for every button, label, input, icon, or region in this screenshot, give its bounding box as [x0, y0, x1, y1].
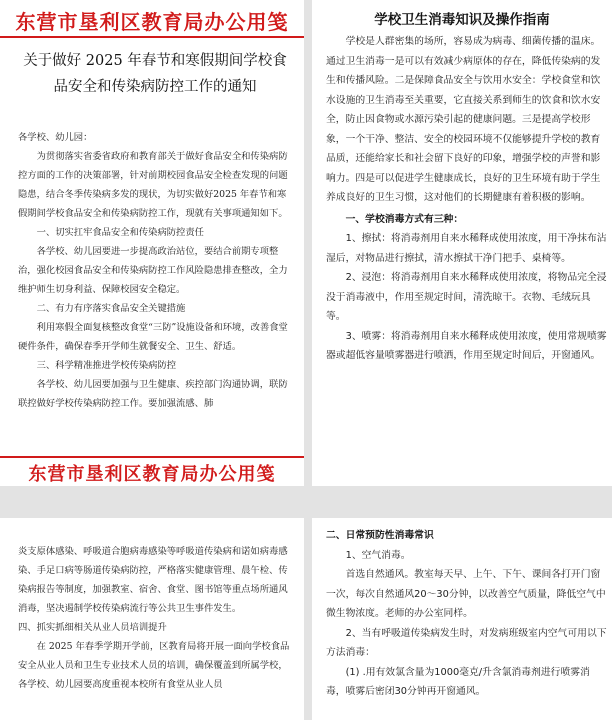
- method-wipe: 1、擦拭：将消毒剂用自来水稀释成使用浓度，用干净抹布沾湿后，对物品进行擦拭，清水擦拭干净门把手、桌椅等。: [326, 233, 607, 264]
- notice-body: [18, 128, 294, 413]
- guide-title: 学校卫生消毒知识及操作指南: [374, 12, 550, 28]
- method-spray: 3、喷雾：将消毒剂用自来水稀释成使用浓度，使用常规喷雾器或超低容量喷雾器进行喷洒，作用至规定时间后，开窗通风。: [326, 330, 607, 361]
- notice-intro: 为贯彻落实省委省政府和教育部关于做好食品安全和传染病防控方面的工作的决策部署，针对前期校园食品安全检查发现的问题隐患，结合冬季传染病多发的现状，为切实做好2025 年春节和寒假期间学校食品安全和传染病防控工作，现就有关事项通知如下。: [18, 151, 288, 219]
- daily-prevention-body: [326, 526, 608, 702]
- respiratory-outbreak-text: 2、当有呼吸道传染病发生时，对发病班级室内空气可用以下方法消毒：: [326, 627, 607, 658]
- section-2-body: 利用寒假全面复核整改食堂“三防”设施设备和环境，改善食堂硬件条件，确保春季开学师生就餐安全、卫生、舒适。: [18, 322, 288, 352]
- letterfoot-red-rule: [0, 456, 304, 458]
- section-3-body: 各学校、幼儿园要加强与卫生健康、疾控部门沟通协调，联防联控做好学校传染病防控工作。要加强流感、肺: [18, 379, 288, 409]
- letterhead-red-rule: [0, 36, 304, 38]
- section-4-body: 在 2025 年春季学期开学前，区教育局将开展一面向学校食品安全从业人员和卫生专业技术人员的培训，确保覆盖到所属学校，各学校、幼儿园要高度重视本校所有食堂从业人员: [18, 641, 290, 690]
- guide-page: [312, 0, 612, 486]
- section-4-heading: 四、抓实抓细相关从业人员培训提升: [18, 622, 167, 633]
- air-disinfection-body: 首选自然通风。教室每天早、上午、下午、课间各打开门窗一次，每次自然通风20～30分钟，以改善空气质量，降低空气中微生物浓度。老师的办公室同样。: [326, 569, 606, 619]
- notice-title: 关于做好 2025 年春节和寒假期间学校食品安全和传染病防控工作的通知: [23, 53, 287, 95]
- letterfoot: 东营市垦利区教育局办公用笺: [28, 464, 276, 485]
- air-disinfection-heading: 1、空气消毒。: [345, 549, 411, 561]
- notice-page: [0, 0, 304, 486]
- methods-heading: 一、学校消毒方式有三种：: [345, 213, 464, 225]
- guide-body: [326, 32, 608, 366]
- panel-divider-horizontal: [0, 486, 612, 518]
- notice-continued-body: [18, 542, 294, 694]
- notice-continued-page: [0, 518, 304, 720]
- daily-prevention-page: [312, 518, 612, 720]
- section-2-heading: 二、有力有序落实食品安全关键措施: [36, 303, 186, 314]
- letterhead: 东营市垦利区教育局办公用笺: [15, 10, 289, 34]
- daily-heading: 二、日常预防性消毒常识: [326, 530, 434, 541]
- section-1-body: 各学校、幼儿园要进一步提高政治站位，要结合前期专项整治，强化校园食品安全和传染病防控工作风险隐患排查整改，全力维护师生切身利益、保障校园安全稳定。: [18, 246, 288, 295]
- section-3-heading: 三、科学精准推进学校传染病防控: [36, 360, 177, 371]
- notice-continued-paragraph: 炎支原体感染、呼吸道合胞病毒感染等呼吸道传染病和诺如病毒感染、手足口病等肠道传染病防控，严格落实健康管理、晨午检、传染病报告等制度，加强教室、宿舍、食堂、图书馆等重点场所通风消毒，坚决遏制学校传染病流行等公共卫生事件发生。: [18, 546, 288, 614]
- panel-divider-vertical: [304, 0, 312, 720]
- spray-method-1: (1) .用有效氯含量为1000毫克/升含氯消毒剂进行喷雾消毒，喷雾后密闭30分钟再开窗通风。: [326, 666, 590, 697]
- section-1-heading: 一、切实扛牢食品安全和传染病防控责任: [36, 227, 204, 238]
- notice-greeting: 各学校、幼儿园：: [18, 132, 93, 143]
- guide-intro: 学校是人群密集的场所，容易成为病毒、细菌传播的温床。通过卫生消毒一是可以有效减少病原体的存在，降低传染病的发生和传播风险。二是保障食品安全与饮用水安全：学校食堂和饮水设施的卫生消毒至关重要，它直接关系到师生的饮食和饮水安全，防止因食物或水源污染引起的健康问题。三是提高学校形象，一个干净、整洁、安全的校园环境不仅能够提升学校的教育品质，还能给家长和社会留下良好的印象，增强学校的声誉和影响力。四是可以促进学生健康成长，良好的卫生环境有助于学生养成良好的卫生习惯，这对他们的长期健康有着积极的影响。: [326, 36, 601, 203]
- method-soak: 2、浸泡：将消毒剂用自来水稀释成使用浓度，将物品完全浸没于消毒液中，作用至规定时间，清洗晾干。衣物、毛绒玩具等。: [326, 272, 607, 322]
